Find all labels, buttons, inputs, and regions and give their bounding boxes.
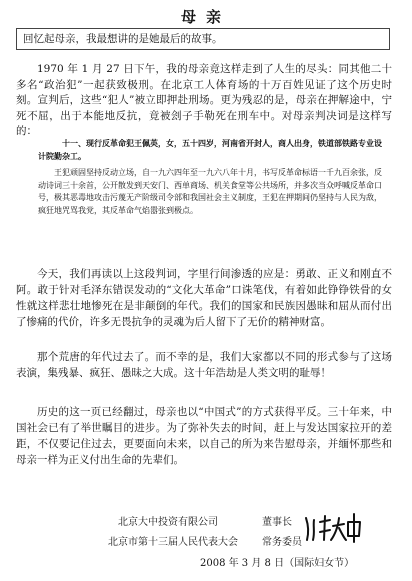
footer-congress: 北京市第十三届人民代表大会 (108, 537, 238, 548)
paragraph-3: 那个荒唐的年代过去了。而不幸的是，我们大家都以不同的形式参与了这场表演，集残暴、疯狂、愚昧之大成。这十年浩劫是人类文明的耻辱！ (16, 351, 392, 379)
footer-date: 2008 年 3 月 8 日（国际妇女节） (200, 558, 355, 569)
footer-congress-role: 常务委员 (262, 537, 302, 548)
handwritten-signature (300, 510, 364, 544)
verdict-quote-1: 十一、现行反革命犯王佩英，女，五十四岁，河南省开封人，商人出身，铁道部铁路专业设计院勤杂工。 (38, 138, 382, 161)
paragraph-4: 历史的这一页已经翻过，母亲也以“中国式”的方式获得平反。三十年来，中国社会已有了举世瞩目的进步。为了弥补失去的时间，赶上与发达国家拉开的差距，不仅要记住过去，更要面向未来，以自己的所为来告慰母亲，并缅怀那些和母亲一样为正义付出生命的先辈们。 (16, 406, 392, 466)
page-title: 母亲 (180, 8, 231, 26)
footer-company-role: 董事长 (262, 517, 292, 528)
paragraph-1: 1970 年 1 月 27 日下午，我的母亲竟这样走到了人生的尽头：同其他二十多名“政治犯”一起获致极刑。在北京工人体育场的十万百姓见证了这个历史时刻。宣判后，这些“犯人”被立即押赴刑场。更为残忍的是，母亲在押解途中，宁死不屈，出于本能地反抗，竟被刽子手勒死在刑车中。对母亲判决词是这样写的： (16, 63, 392, 138)
paragraph-2: 今天，我们再读以上这段判词，字里行间渗透的应是：勇敢、正义和刚直不阿。敢于针对毛泽东错误发动的“文化大革命”口诛笔伐，有着如此铮铮铁骨的女性就这样悲壮地惨死在是非颠倒的年代。我们的国家和民族因愚昧和屈从而付出了惨痛的代价，许多无畏抗争的灵魂为后人留下了无价的精神财富。 (16, 268, 392, 328)
footer-company: 北京大中投资有限公司 (118, 517, 218, 528)
verdict-quote-2: 王犯顽固坚持反动立场，自一九六四年至一九六八年十月，书写反革命标语一千九百余张，反动诗词三十余首，公开散发到天安门、西单商场、机关食堂等公共场所，并多次当众呼喊反革命口号，极其恶毒地攻击污蔑无产阶级司令部和我国社会主义制度，王犯在押期间仍坚持与人民为敌，疯狂地咒骂我党，其反革命气焰嚣张到极点。 (38, 168, 382, 215)
intro-box: 回忆起母亲，我最想讲的是她最后的故事。 (16, 28, 390, 50)
